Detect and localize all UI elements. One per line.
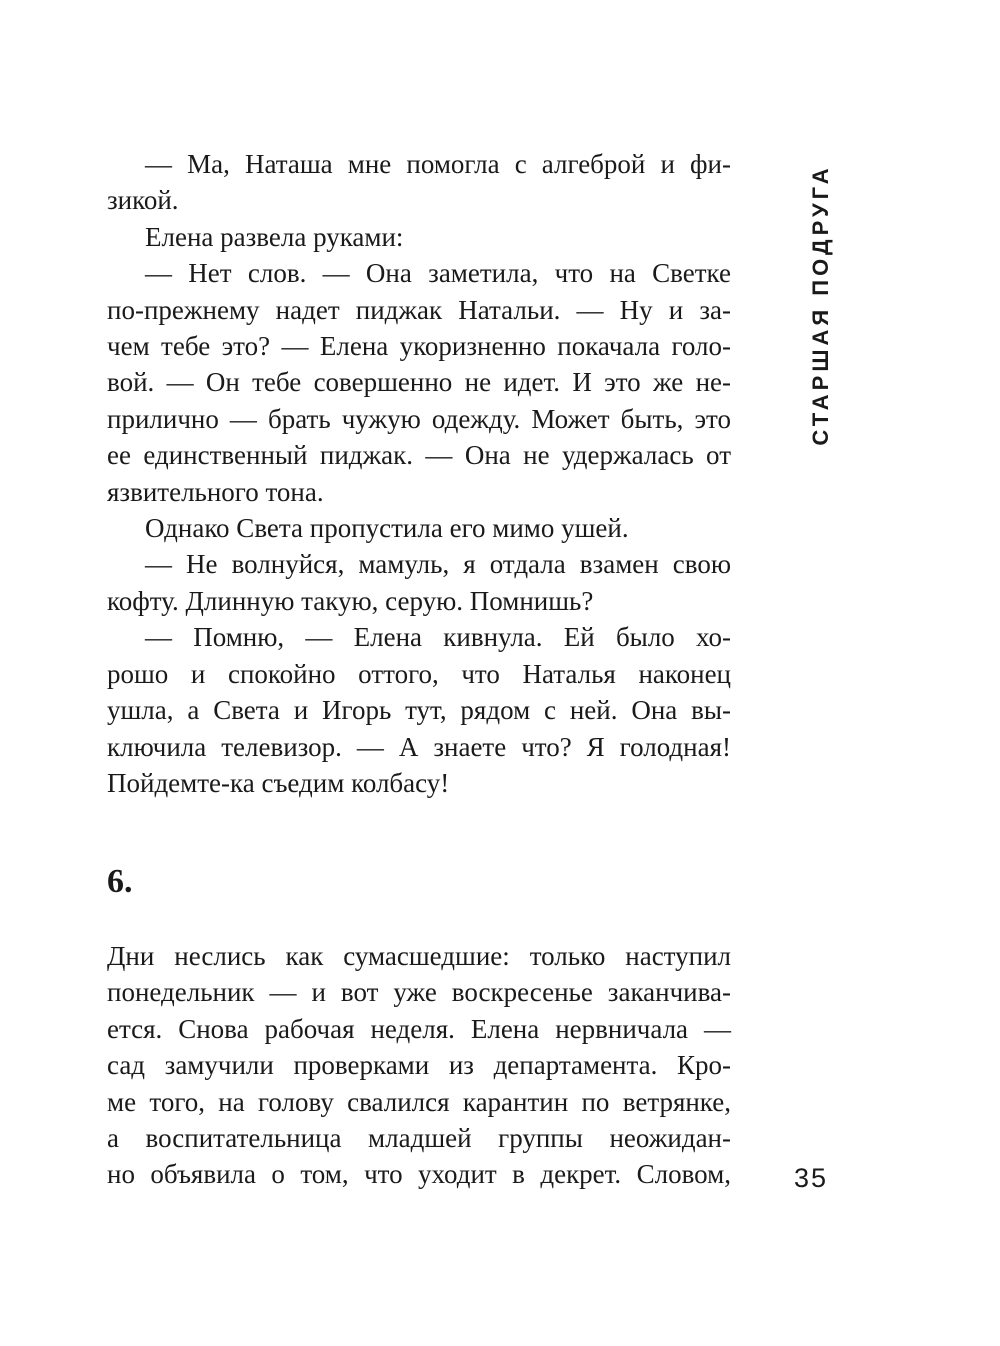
text-line: а воспитательница младшей группы неожидан-	[107, 1123, 731, 1154]
text-line: — Не волнуйся, мамуль, я отдала взамен свою	[145, 549, 731, 580]
running-title: СТАРШАЯ ПОДРУГА	[808, 164, 833, 446]
text-line: понедельник — и вот уже воскресенье заканчива-	[107, 977, 731, 1008]
text-line: Пойдемте-ка съедим колбасу!	[107, 767, 450, 798]
text-block-2	[107, 938, 731, 1193]
text-line: ее единственный пиджак. — Она не удержалась от	[107, 440, 731, 471]
text-line: ме того, на голову свалился карантин по ветрянке,	[107, 1086, 731, 1117]
text-line: Однако Света пропустила его мимо ушей.	[145, 513, 629, 544]
text-line: Дни неслись как сумасшедшие: только наступил	[107, 941, 731, 971]
text-line: — Ма, Наташа мне помогла с алгеброй и фи-	[145, 149, 731, 179]
text-line: зикой.	[107, 185, 179, 216]
text-line: сад замучили проверками из департамента. Кро-	[107, 1050, 731, 1081]
text-line: прилично — брать чужую одежду. Может быть, это	[107, 403, 731, 434]
text-line: — Нет слов. — Она заметила, что на Светке	[145, 258, 731, 289]
text-line: ключила телевизор. — А знаете что? Я голодная!	[107, 731, 731, 762]
text-line: ется. Снова рабочая неделя. Елена нервничала —	[107, 1013, 731, 1044]
text-line: ушла, а Света и Игорь тут, рядом с ней. Она вы-	[107, 695, 731, 726]
chapter-heading: 6.	[107, 863, 133, 900]
text-line: но объявила о том, что уходит в декрет. Словом,	[107, 1159, 731, 1190]
text-line: кофту. Длинную такую, серую. Помнишь?	[107, 585, 594, 616]
text-line: Елена развела руками:	[145, 221, 404, 252]
text-line: — Помню, — Елена кивнула. Ей было хо-	[145, 622, 731, 653]
text-line: рошо и спокойно оттого, что Наталья наконец	[107, 658, 731, 689]
text-line: по-прежнему надет пиджак Натальи. — Ну и за-	[107, 294, 731, 325]
text-line: язвительного тона.	[107, 476, 324, 507]
text-block-1	[107, 146, 731, 801]
text-line: вой. — Он тебе совершенно не идет. И это же не-	[107, 367, 731, 398]
page-number: 35	[794, 1163, 829, 1193]
text-line: чем тебе это? — Елена укоризненно покачала голо-	[107, 331, 731, 362]
